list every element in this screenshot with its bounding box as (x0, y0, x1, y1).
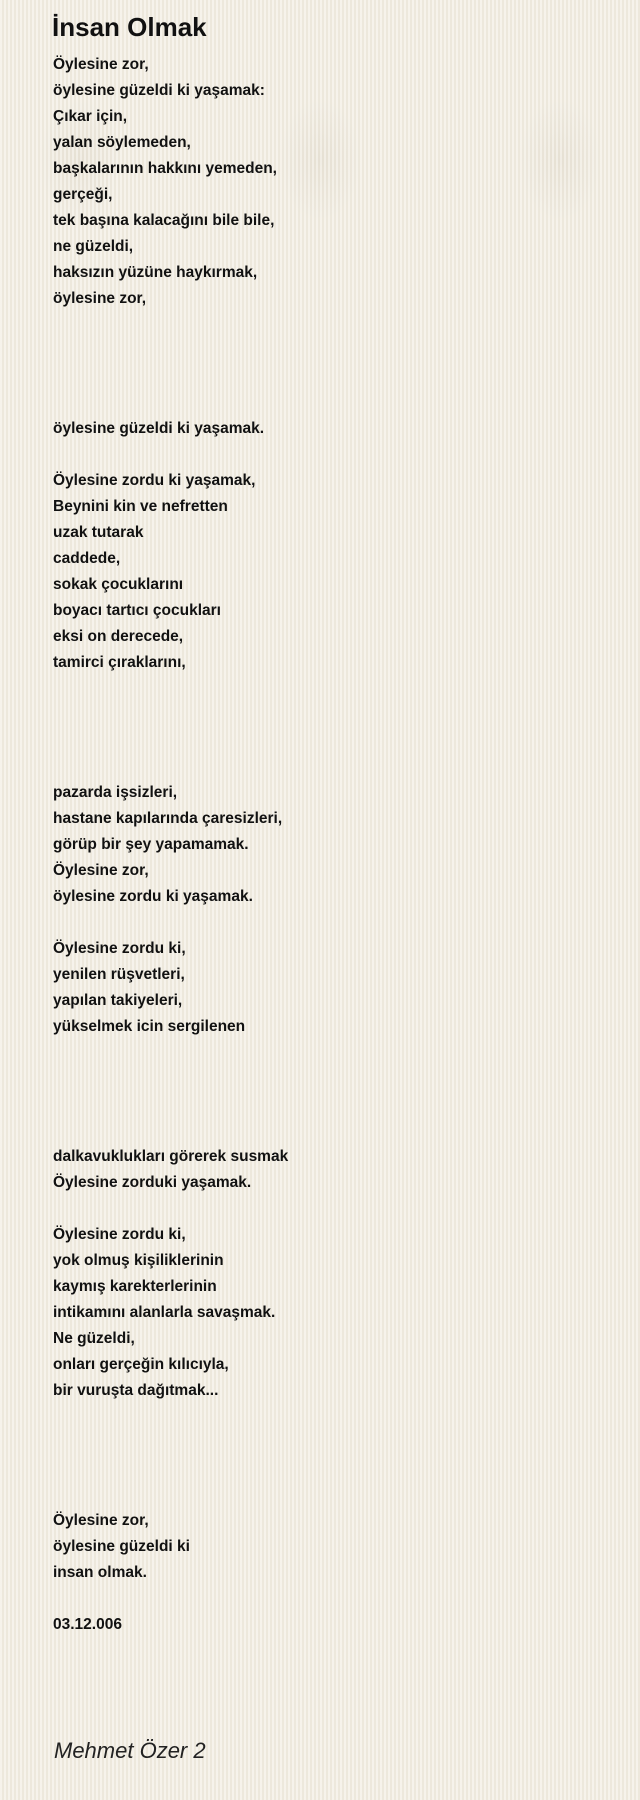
poem-line: kaymış karekterlerinin (53, 1278, 217, 1295)
poem-line: ne güzeldi, (53, 238, 134, 255)
poem-line: uzak tutarak (53, 524, 144, 541)
poem-line: Öylesine zordu ki yaşamak, (53, 472, 256, 489)
poem-line: Öylesine zor, (53, 862, 149, 879)
blank-line (53, 1404, 613, 1430)
poem-line: gerçeği, (53, 186, 113, 203)
poem-line: öylesine zor, (53, 290, 147, 307)
poem-line: Öylesine zorduki yaşamak. (53, 1174, 252, 1191)
blank-line (53, 754, 613, 780)
poem-title: İnsan Olmak (52, 12, 207, 42)
blank-line (53, 1040, 613, 1066)
poem-line: tamirci çıraklarını, (53, 654, 186, 671)
poem-line: yalan söylemeden, (53, 134, 191, 151)
poem-date: 03.12.006 (53, 1616, 122, 1633)
poem-line: boyacı tartıcı çocukları (53, 602, 221, 619)
poem-line: caddede, (53, 550, 121, 567)
poem-line: başkalarının hakkını yemeden, (53, 160, 277, 177)
poem-body (53, 52, 613, 1638)
blank-line (53, 910, 613, 936)
poem-line: insan olmak. (53, 1564, 147, 1581)
poem-line: yok olmuş kişiliklerinin (53, 1252, 224, 1269)
poem-line: sokak çocuklarını (53, 576, 184, 593)
blank-line (53, 442, 613, 468)
blank-line (53, 1196, 613, 1222)
author-name: Mehmet Özer 2 (54, 1738, 206, 1763)
poem-line: öylesine güzeldi ki yaşamak. (53, 420, 265, 437)
poem-line: Ne güzeldi, (53, 1330, 135, 1347)
poem-line: eksi on derecede, (53, 628, 184, 645)
poem-line: Öylesine zor, (53, 56, 149, 73)
blank-line (53, 1482, 613, 1508)
blank-line (53, 1586, 613, 1612)
poem-line: onları gerçeğin kılıcıyla, (53, 1356, 229, 1373)
poem-line: yükselmek icin sergilenen (53, 1018, 246, 1035)
blank-line (53, 1066, 613, 1092)
poem-line: öylesine güzeldi ki (53, 1538, 190, 1555)
blank-line (53, 676, 613, 702)
poem-line: yapılan takiyeleri, (53, 992, 183, 1009)
poem-line: Öylesine zordu ki, (53, 1226, 186, 1243)
poem-line: görüp bir şey yapamamak. (53, 836, 249, 853)
blank-line (53, 728, 613, 754)
blank-line (53, 312, 613, 338)
poem-line: öylesine zordu ki yaşamak. (53, 888, 253, 905)
blank-line (53, 1430, 613, 1456)
blank-line (53, 390, 613, 416)
poem-line: Öylesine zordu ki, (53, 940, 186, 957)
poem-line: intikamını alanlarla savaşmak. (53, 1304, 276, 1321)
poem-line: haksızın yüzüne haykırmak, (53, 264, 258, 281)
blank-line (53, 1092, 613, 1118)
blank-line (53, 338, 613, 364)
blank-line (53, 1456, 613, 1482)
poem-line: yenilen rüşvetleri, (53, 966, 185, 983)
poem-line: hastane kapılarında çaresizleri, (53, 810, 283, 827)
poem-line: Beynini kin ve nefretten (53, 498, 228, 515)
poem-line: Öylesine zor, (53, 1512, 149, 1529)
blank-line (53, 364, 613, 390)
poem-line: Çıkar için, (53, 108, 128, 125)
blank-line (53, 702, 613, 728)
poem-line: öylesine güzeldi ki yaşamak: (53, 82, 265, 99)
poem-line: bir vuruşta dağıtmak... (53, 1382, 219, 1399)
poem-line: pazarda işsizleri, (53, 784, 178, 801)
poem-line: dalkavuklukları görerek susmak (53, 1148, 289, 1165)
blank-line (53, 1118, 613, 1144)
poem-line: tek başına kalacağını bile bile, (53, 212, 275, 229)
